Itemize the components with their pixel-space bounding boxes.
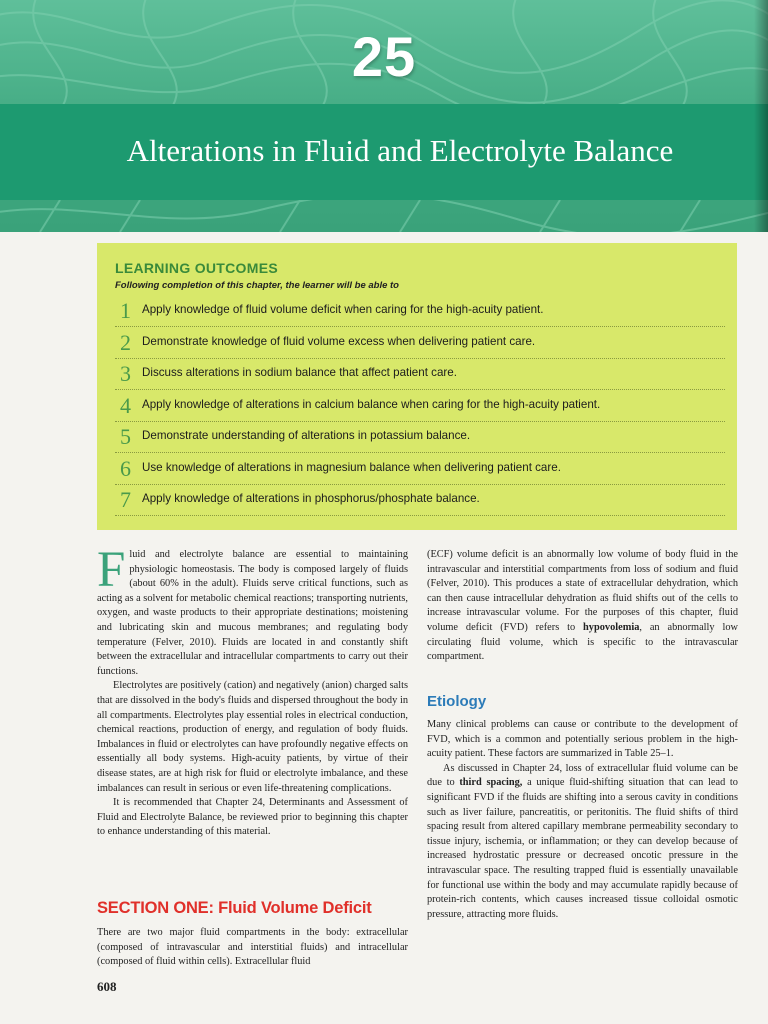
outcome-item	[115, 390, 725, 422]
keyword: third spacing,	[459, 777, 523, 789]
paragraph: luid and electrolyte balance are essential to maintaining physiologic homeostasis. The body is composed largely of fluids (about 60% in the adult). Fluids serve critical functions, such as acting as a solvent for metabolic chemical reactions; transporting nutrients, oxygen, and waste products to their appropriate destinations; moistening and lubricating skin and mucous membranes; and regulating body temperature (Felver, 2010). Fluids are located in and constantly shift between the extracellular and intracellular compartments to carry out their functions.	[97, 549, 408, 677]
right-column-etiology	[427, 718, 738, 922]
paragraph: There are two major fluid compartments in the body: extracellular (composed of intravascular and interstitial fluids) and intracellular (composed of fluid within cells). Extracellular fluid	[97, 927, 408, 968]
outcome-number: 3	[120, 361, 131, 386]
outcome-item	[115, 421, 725, 453]
learning-outcomes-heading: LEARNING OUTCOMES	[115, 260, 278, 276]
paragraph	[427, 762, 738, 923]
learning-outcomes-subheading: Following completion of this chapter, the learner will be able to	[115, 280, 399, 291]
text-run: (ECF) volume deficit is an abnormally low volume of body fluid in the intravascular and interstitial compartments from loss of sodium and fluid (Felver, 2010). This produces a state of extracellular dehydration, which can then cause intracellular dehydration as fluid shifts out of the cells to increase intravascular volume. For the purposes of this chapter, fluid volume deficit (FVD) refers to	[427, 549, 738, 633]
outcome-number: 6	[120, 456, 131, 481]
outcome-item	[115, 295, 725, 327]
outcome-number: 1	[120, 298, 131, 323]
text-run: As discussed in Chapter 24, loss of extracellular fluid volume can be due to	[427, 762, 738, 789]
outcome-text: Demonstrate understanding of alterations in potassium balance.	[142, 429, 471, 442]
etiology-heading: Etiology	[427, 693, 487, 710]
keyword: hypovolemia	[583, 621, 640, 633]
outcome-number: 7	[120, 487, 131, 512]
outcome-item	[115, 358, 725, 390]
learning-outcomes-box	[97, 243, 737, 530]
paragraph: Electrolytes are positively (cation) and negatively (anion) charged salts that are dissolved in the body's fluids and dispersed throughout the body in all compartments. Electrolytes play essential roles in electrical conduction, chemical reactions, production of energy, and regulation of body fluids. Imbalances in fluid or electrolytes can have profoundly negative effects on essentially all body systems. High-acuity patients, by virtue of their disease states, are at high risk for fluid or electrolyte imbalance, and these imbalances can result in serious or even life-threatening complications.	[97, 680, 408, 794]
outcome-item	[115, 484, 725, 516]
left-column-section	[97, 926, 408, 970]
outcome-item	[115, 453, 725, 485]
outcome-text: Use knowledge of alterations in magnesium balance when delivering patient care.	[142, 461, 561, 474]
page-number: 608	[97, 979, 117, 994]
paragraph: It is recommended that Chapter 24, Determinants and Assessment of Fluid and Electrolyte Balance, be reviewed prior to beginning this chapter to enhance understanding of this material.	[97, 797, 408, 838]
section-heading: SECTION ONE: Fluid Volume Deficit	[97, 899, 372, 917]
outcome-text: Demonstrate knowledge of fluid volume excess when delivering patient care.	[142, 335, 536, 348]
text-run: a unique fluid-shifting situation that can lead to significant FVD if the fluids are shifting into a serous cavity in conditions such as liver failure, pancreatitis, or peritonitis. The fluid shifts of third spacing result from altered capillary membrane permeability secondary to tissue injury, ischemia, or inflammation; or they can develop because of increased hydrostatic pressure or decreased oncotic pressure in the intravascular space. The resulting trapped fluid is essentially unavailable for functional use within the body and may accumulate rapidly because of protein-rich contents, which causes increased tissue colloidal osmotic pressure, attracting more fluids.	[427, 777, 738, 920]
right-column-top	[427, 548, 738, 665]
outcome-text: Apply knowledge of fluid volume deficit when caring for the high-acuity patient.	[142, 303, 544, 316]
left-column-intro	[97, 542, 408, 840]
outcome-number: 4	[120, 393, 131, 418]
paragraph	[427, 548, 738, 665]
outcome-item	[115, 327, 725, 359]
paragraph: Many clinical problems can cause or contribute to the development of FVD, which is a common and potentially serious problem in the high-acuity patient. These factors are summarized in Table 25–1.	[427, 719, 738, 760]
text-run: , an abnormally low circulating fluid volume, which is specific to the intravascular compartment.	[427, 621, 739, 663]
chapter-number: 25	[351, 25, 417, 88]
outcome-text: Apply knowledge of alterations in calcium balance when caring for the high-acuity patient.	[142, 398, 601, 411]
outcome-text: Discuss alterations in sodium balance that affect patient care.	[142, 366, 457, 379]
chapter-title: Alterations in Fluid and Electrolyte Balance	[126, 133, 674, 168]
outcome-number: 5	[120, 424, 131, 449]
drop-cap: F	[97, 542, 126, 598]
outcome-number: 2	[120, 330, 131, 355]
chapter-banner	[0, 0, 768, 232]
page-edge-shadow	[754, 0, 768, 232]
outcome-text: Apply knowledge of alterations in phosphorus/phosphate balance.	[142, 492, 480, 505]
